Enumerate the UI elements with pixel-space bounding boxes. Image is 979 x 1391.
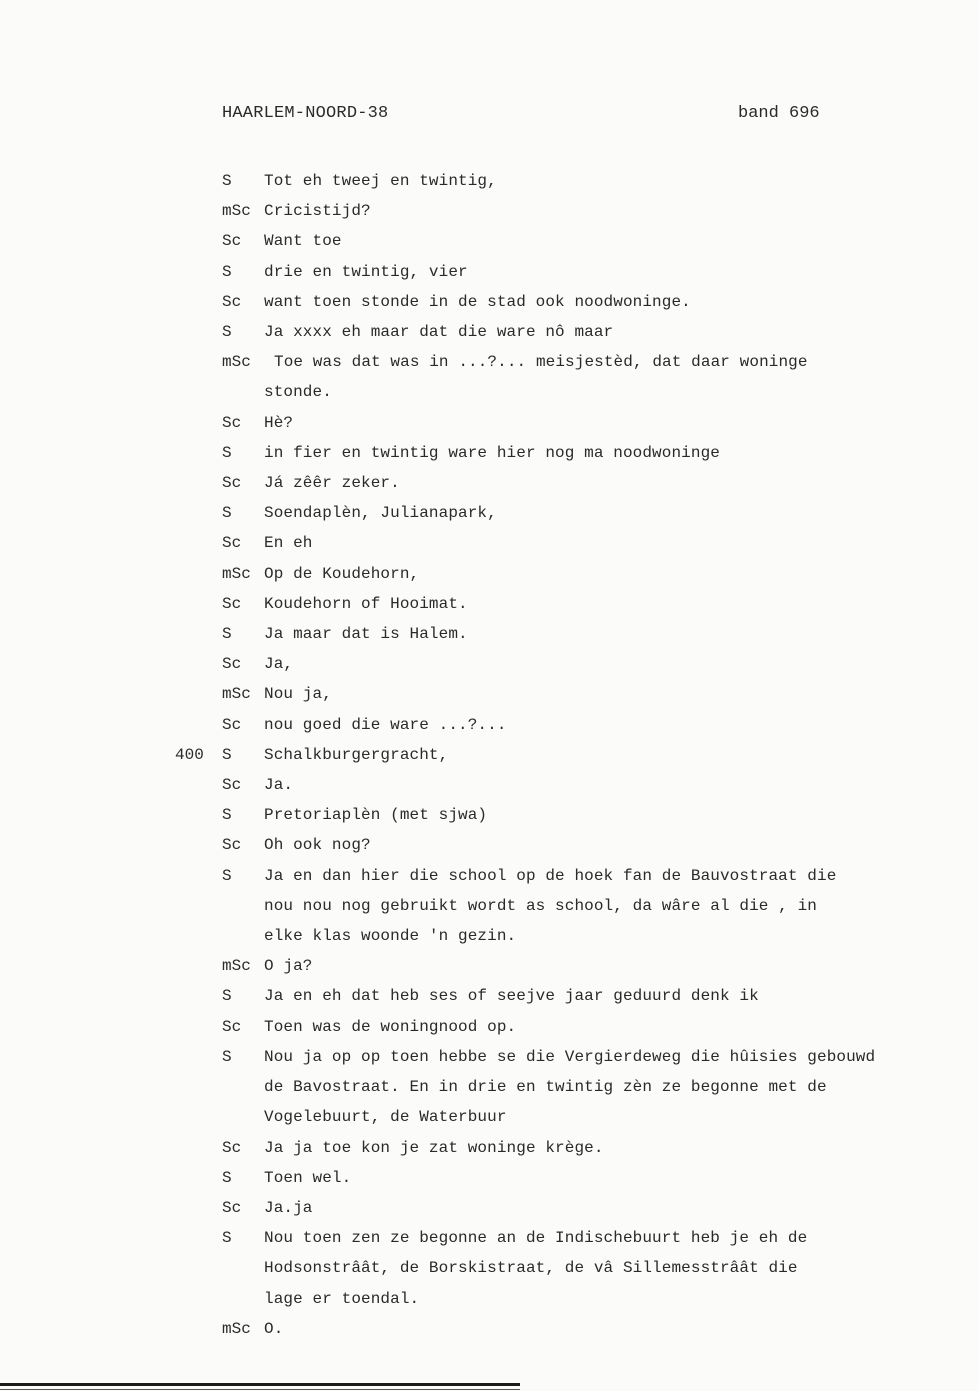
utterance bbox=[264, 951, 944, 981]
utterance-line: de Bavostraat. En in drie en twintig zèn ze begonne met de bbox=[264, 1078, 827, 1097]
transcript-turn bbox=[0, 528, 979, 558]
transcript-turn bbox=[0, 1193, 979, 1223]
bottom-rule-thin bbox=[0, 1389, 520, 1390]
transcript-turn bbox=[0, 196, 979, 226]
utterance-line: O. bbox=[264, 1319, 284, 1338]
utterance bbox=[264, 226, 944, 256]
utterance-line: Ja. bbox=[264, 776, 294, 795]
utterance-line: want toen stonde in de stad ook noodwoninge. bbox=[264, 292, 691, 311]
utterance bbox=[264, 649, 944, 679]
utterance-line: Ja maar dat is Halem. bbox=[264, 625, 468, 644]
transcript-turn bbox=[0, 1133, 979, 1163]
bottom-rule bbox=[0, 1383, 520, 1386]
utterance-line: Koudehorn of Hooimat. bbox=[264, 594, 468, 613]
utterance bbox=[264, 981, 944, 1011]
speaker-label: Sc bbox=[222, 715, 242, 734]
utterance-line: Toen was de woningnood op. bbox=[264, 1017, 517, 1036]
transcript-turn bbox=[0, 679, 979, 709]
utterance-line: Nou ja op op toen hebbe se die Vergierdeweg die hûisies gebouwd bbox=[264, 1047, 876, 1066]
transcript-turn bbox=[0, 740, 979, 770]
utterance bbox=[264, 166, 944, 196]
speaker-label: Sc bbox=[222, 655, 242, 674]
speaker-label: S bbox=[222, 625, 232, 644]
speaker-label: S bbox=[222, 1047, 232, 1066]
utterance-line: Tot eh tweej en twintig, bbox=[264, 172, 497, 190]
utterance-line: Já zêêr zeker. bbox=[264, 474, 400, 493]
utterance-line: Toe was dat was in ...?... meisjestèd, dat daar woninge bbox=[274, 353, 808, 372]
transcript-turn bbox=[0, 619, 979, 649]
transcript-turn bbox=[0, 559, 979, 589]
utterance-line: Ja.ja bbox=[264, 1198, 313, 1217]
transcript-turn bbox=[0, 1042, 979, 1133]
utterance bbox=[264, 1314, 944, 1344]
utterance-line: Pretoriaplèn (met sjwa) bbox=[264, 806, 488, 825]
transcript-turn bbox=[0, 408, 979, 438]
utterance bbox=[264, 468, 944, 498]
speaker-label: S bbox=[222, 504, 232, 523]
speaker-label: Sc bbox=[222, 292, 242, 311]
utterance-line: Nou toen zen ze begonne an de Indischebuurt heb je eh de bbox=[264, 1229, 808, 1248]
utterance bbox=[264, 740, 944, 770]
transcript-turn bbox=[0, 861, 979, 952]
transcript-body bbox=[0, 166, 979, 1344]
utterance-line: drie en twintig, vier bbox=[264, 262, 468, 281]
transcript-turn bbox=[0, 257, 979, 287]
utterance bbox=[264, 861, 944, 952]
utterance bbox=[264, 1133, 944, 1163]
speaker-label: mSc bbox=[222, 202, 251, 221]
speaker-label: S bbox=[222, 443, 232, 462]
speaker-label: Sc bbox=[222, 1017, 242, 1036]
utterance-line: elke klas woonde 'n gezin. bbox=[264, 927, 517, 946]
utterance-line: Ja xxxx eh maar dat die ware nô maar bbox=[264, 323, 614, 342]
utterance bbox=[264, 438, 944, 468]
utterance-line: Nou ja, bbox=[264, 685, 332, 704]
speaker-label: mSc bbox=[222, 685, 251, 704]
speaker-label: S bbox=[222, 172, 232, 190]
transcript-turn bbox=[0, 347, 979, 407]
utterance bbox=[264, 830, 944, 860]
utterance bbox=[264, 317, 944, 347]
utterance bbox=[264, 1163, 944, 1193]
transcript-turn bbox=[0, 1163, 979, 1193]
speaker-label: Sc bbox=[222, 594, 242, 613]
speaker-label: Sc bbox=[222, 1198, 242, 1217]
utterance-line: nou goed die ware ...?... bbox=[264, 715, 507, 734]
speaker-label: S bbox=[222, 1168, 232, 1187]
transcript-turn bbox=[0, 287, 979, 317]
utterance bbox=[264, 589, 944, 619]
utterance bbox=[264, 679, 944, 709]
utterance-line: Soendaplèn, Julianapark, bbox=[264, 504, 497, 523]
transcript-turn bbox=[0, 830, 979, 860]
utterance-line: Schalkburgergracht, bbox=[264, 745, 449, 764]
transcript-turn bbox=[0, 770, 979, 800]
utterance-line: Hodsonstrâât, de Borskistraat, de vâ Sillemesstrâât die bbox=[264, 1259, 798, 1278]
utterance bbox=[264, 1193, 944, 1223]
utterance-line: Want toe bbox=[264, 232, 342, 251]
speaker-label: Sc bbox=[222, 474, 242, 493]
transcript-turn bbox=[0, 438, 979, 468]
transcript-turn bbox=[0, 649, 979, 679]
transcript-turn bbox=[0, 589, 979, 619]
utterance bbox=[264, 559, 944, 589]
speaker-label: S bbox=[222, 866, 232, 885]
utterance-line: En eh bbox=[264, 534, 313, 553]
transcript-turn bbox=[0, 468, 979, 498]
utterance-line: Ja ja toe kon je zat woninge krège. bbox=[264, 1138, 604, 1157]
transcript-turn bbox=[0, 1012, 979, 1042]
speaker-label: Sc bbox=[222, 413, 242, 432]
speaker-label: S bbox=[222, 323, 232, 342]
utterance-line: nou nou nog gebruikt wordt as school, da wâre al die , in bbox=[264, 896, 817, 915]
speaker-label: S bbox=[222, 262, 232, 281]
utterance-line: Op de Koudehorn, bbox=[264, 564, 420, 583]
utterance bbox=[264, 408, 944, 438]
speaker-label: mSc bbox=[222, 564, 251, 583]
utterance-line: lage er toendal. bbox=[264, 1289, 420, 1308]
speaker-label: Sc bbox=[222, 836, 242, 855]
utterance-line: Oh ook nog? bbox=[264, 836, 371, 855]
transcript-turn bbox=[0, 226, 979, 256]
utterance bbox=[264, 1042, 944, 1133]
transcript-turn bbox=[0, 166, 979, 196]
utterance-line: Hè? bbox=[264, 413, 294, 432]
speaker-label: Sc bbox=[222, 776, 242, 795]
transcript-turn bbox=[0, 317, 979, 347]
utterance bbox=[264, 196, 944, 226]
utterance bbox=[264, 528, 944, 558]
utterance bbox=[264, 800, 944, 830]
utterance bbox=[264, 770, 944, 800]
utterance-line: Ja en eh dat heb ses of seejve jaar geduurd denk ik bbox=[264, 987, 759, 1006]
margin-line-number: 400 bbox=[175, 745, 204, 764]
speaker-label: Sc bbox=[222, 1138, 242, 1157]
utterance-line: stonde. bbox=[264, 383, 332, 402]
speaker-label: mSc bbox=[222, 1319, 251, 1338]
utterance bbox=[264, 1012, 944, 1042]
transcript-turn bbox=[0, 1314, 979, 1344]
utterance bbox=[264, 257, 944, 287]
speaker-label: Sc bbox=[222, 534, 242, 553]
speaker-label: Sc bbox=[222, 232, 242, 251]
utterance bbox=[264, 498, 944, 528]
band-number: band 696 bbox=[738, 104, 820, 123]
utterance bbox=[264, 287, 944, 317]
utterance-line: Ja en dan hier die school op de hoek fan de Bauvostraat die bbox=[264, 866, 837, 885]
transcript-turn bbox=[0, 800, 979, 830]
transcript-turn bbox=[0, 951, 979, 981]
utterance-line: Vogelebuurt, de Waterbuur bbox=[264, 1108, 507, 1127]
utterance-line: O ja? bbox=[264, 957, 313, 976]
speaker-label: S bbox=[222, 806, 232, 825]
speaker-label: S bbox=[222, 987, 232, 1006]
utterance bbox=[264, 710, 944, 740]
speaker-label: mSc bbox=[222, 353, 251, 372]
speaker-label: S bbox=[222, 745, 232, 764]
utterance-line: Toen wel. bbox=[264, 1168, 352, 1187]
transcript-turn bbox=[0, 498, 979, 528]
utterance-line: Cricistijd? bbox=[264, 202, 371, 221]
speaker-label: S bbox=[222, 1229, 232, 1248]
utterance-line: Ja, bbox=[264, 655, 294, 674]
utterance bbox=[264, 347, 944, 407]
transcript-turn bbox=[0, 710, 979, 740]
utterance-line: in fier en twintig ware hier nog ma noodwoninge bbox=[264, 443, 720, 462]
utterance bbox=[264, 1223, 944, 1314]
transcript-turn bbox=[0, 981, 979, 1011]
transcript-turn bbox=[0, 1223, 979, 1314]
document-title: HAARLEM-NOORD-38 bbox=[222, 104, 389, 123]
speaker-label: mSc bbox=[222, 957, 251, 976]
utterance bbox=[264, 619, 944, 649]
